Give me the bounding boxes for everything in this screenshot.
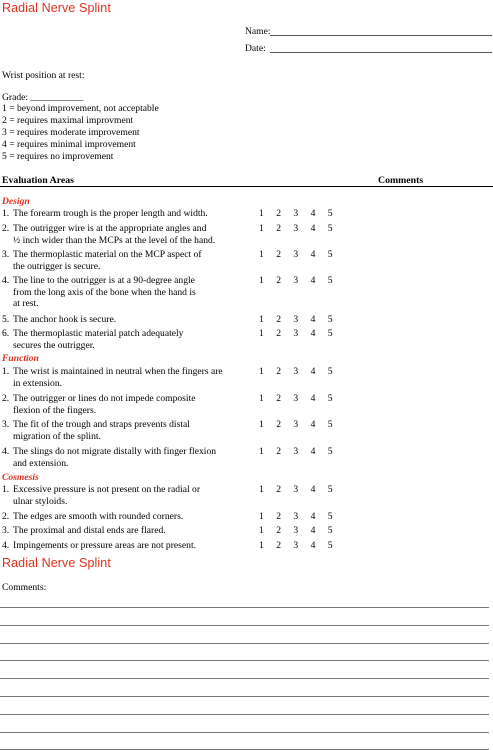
rating-option-3[interactable]: 3 [293, 328, 299, 339]
rating-option-1[interactable]: 1 [259, 366, 264, 377]
rating-option-2[interactable]: 2 [276, 525, 281, 536]
item-text: The thermoplastic material patch adequately [13, 328, 184, 339]
item-text: ulnar styloids. [13, 495, 68, 507]
grade-label: Grade: ___________ [2, 92, 84, 103]
rating-option-1[interactable]: 1 [259, 275, 264, 286]
rating-option-3[interactable]: 3 [293, 540, 299, 551]
rating-scale [259, 249, 345, 261]
rating-scale [259, 393, 345, 405]
rating-option-3[interactable]: 3 [293, 393, 299, 404]
item-number: 6. [2, 328, 10, 339]
name-field[interactable] [270, 35, 492, 36]
rating-option-2[interactable]: 2 [276, 540, 281, 551]
rating-option-3[interactable]: 3 [293, 249, 299, 260]
rating-option-4[interactable]: 4 [310, 525, 316, 536]
rating-option-1[interactable]: 1 [259, 393, 264, 404]
rating-option-4[interactable]: 4 [310, 314, 316, 325]
rating-option-4[interactable]: 4 [310, 275, 316, 286]
rating-option-4[interactable]: 4 [310, 540, 316, 551]
rating-option-5[interactable]: 5 [327, 484, 333, 495]
item-number: 1. [2, 366, 10, 377]
rating-option-3[interactable]: 3 [293, 446, 299, 457]
rating-scale [259, 484, 345, 496]
item-number: 2. [2, 393, 10, 404]
rating-scale [259, 419, 345, 431]
rating-option-1[interactable]: 1 [259, 484, 264, 495]
item-text: Excessive pressure is not present on the radial or [13, 484, 201, 495]
item-text: at rest. [13, 298, 39, 310]
rating-option-5[interactable]: 5 [327, 223, 333, 234]
item-text: The outrigger or lines do not impede composite [13, 393, 196, 404]
comments-label: Comments: [2, 582, 47, 593]
date-label: Date: [245, 43, 266, 54]
item-number: 4. [2, 540, 10, 551]
rating-option-5[interactable]: 5 [327, 525, 333, 536]
item-text: The thermoplastic material on the MCP aspect of [13, 249, 202, 260]
rating-option-1[interactable]: 1 [259, 314, 264, 325]
rating-option-5[interactable]: 5 [327, 328, 333, 339]
item-text: from the long axis of the bone when the hand is [13, 286, 196, 298]
rating-option-1[interactable]: 1 [259, 328, 264, 339]
rating-option-3[interactable]: 3 [293, 484, 299, 495]
rating-option-1[interactable]: 1 [259, 446, 264, 457]
rating-scale [259, 525, 345, 537]
rating-option-5[interactable]: 5 [327, 314, 333, 325]
rating-option-1[interactable]: 1 [259, 223, 264, 234]
item-text: The forearm trough is the proper length and width. [13, 208, 208, 219]
grade-scale-item: 4 = requires minimal improvement [2, 139, 136, 150]
item-text: and extension. [13, 457, 69, 469]
rating-option-3[interactable]: 3 [293, 223, 299, 234]
rating-option-5[interactable]: 5 [327, 366, 333, 377]
section-heading: Cosmesis [2, 472, 39, 483]
rating-option-2[interactable]: 2 [276, 419, 281, 430]
item-text: in extension. [13, 377, 63, 389]
rating-option-5[interactable]: 5 [327, 208, 333, 219]
rating-option-1[interactable]: 1 [259, 419, 264, 430]
item-number: 4. [2, 275, 10, 286]
rating-option-2[interactable]: 2 [276, 511, 281, 522]
evaluation-areas-header: Evaluation Areas [2, 175, 74, 186]
comments-header: Comments [378, 175, 424, 186]
comment-line[interactable] [0, 643, 489, 644]
rating-option-2[interactable]: 2 [276, 249, 281, 260]
rating-option-1[interactable]: 1 [259, 511, 264, 522]
item-text: The anchor hook is secure. [13, 314, 117, 325]
item-number: 4. [2, 446, 10, 457]
rating-scale [259, 446, 345, 458]
rating-option-2[interactable]: 2 [276, 275, 281, 286]
wrist-position-label: Wrist position at rest: [2, 70, 85, 81]
rating-option-4[interactable]: 4 [310, 249, 316, 260]
item-number: 2. [2, 223, 10, 234]
rating-option-2[interactable]: 2 [276, 328, 281, 339]
rating-option-2[interactable]: 2 [276, 393, 281, 404]
rating-option-5[interactable]: 5 [327, 419, 333, 430]
grade-field[interactable]: ___________ [30, 92, 84, 103]
rating-option-1[interactable]: 1 [259, 208, 264, 219]
rating-option-1[interactable]: 1 [259, 525, 264, 536]
item-text: migration of the splint. [13, 430, 101, 442]
rating-scale [259, 223, 345, 235]
item-text: The fit of the trough and straps prevents distal [13, 419, 190, 430]
rating-scale [259, 540, 345, 552]
rating-option-2[interactable]: 2 [276, 366, 281, 377]
item-text: secures the outrigger. [13, 339, 95, 351]
section-heading: Function [2, 353, 39, 364]
item-number: 2. [2, 511, 10, 522]
item-text: The proximal and distal ends are flared. [13, 525, 166, 536]
rating-option-4[interactable]: 4 [310, 366, 316, 377]
rating-option-2[interactable]: 2 [276, 484, 281, 495]
item-text: The edges are smooth with rounded corners. [13, 511, 184, 522]
rating-option-5[interactable]: 5 [327, 511, 333, 522]
rating-option-4[interactable]: 4 [310, 223, 316, 234]
item-text: ½ inch wider than the MCPs at the level of the hand. [13, 234, 216, 246]
header-divider [0, 186, 493, 187]
item-text: The outrigger wire is at the appropriate angles and [13, 223, 207, 234]
item-text: flexion of the fingers. [13, 404, 97, 416]
rating-option-1[interactable]: 1 [259, 249, 264, 260]
item-number: 5. [2, 314, 10, 325]
rating-scale [259, 511, 345, 523]
date-field[interactable] [270, 52, 492, 53]
name-label: Name: [245, 26, 271, 37]
rating-option-4[interactable]: 4 [310, 511, 316, 522]
rating-option-3[interactable]: 3 [293, 275, 299, 286]
item-text: The line to the outrigger is at a 90-degree angle [13, 275, 195, 286]
comment-line[interactable] [0, 732, 489, 733]
rating-option-4[interactable]: 4 [310, 446, 316, 457]
comment-line[interactable] [0, 678, 489, 679]
item-number: 3. [2, 525, 10, 536]
rating-option-3[interactable]: 3 [293, 525, 299, 536]
grade-scale-item: 3 = requires moderate improvement [2, 127, 140, 138]
rating-option-3[interactable]: 3 [293, 511, 299, 522]
comment-line[interactable] [0, 625, 489, 626]
rating-scale [259, 366, 345, 378]
comment-line[interactable] [0, 660, 489, 661]
rating-option-4[interactable]: 4 [310, 208, 316, 219]
rating-option-5[interactable]: 5 [327, 540, 333, 551]
item-number: 3. [2, 249, 10, 260]
rating-scale [259, 275, 345, 287]
rating-option-4[interactable]: 4 [310, 419, 316, 430]
rating-option-3[interactable]: 3 [293, 419, 299, 430]
rating-option-5[interactable]: 5 [327, 393, 333, 404]
rating-option-4[interactable]: 4 [310, 328, 316, 339]
rating-option-5[interactable]: 5 [327, 249, 333, 260]
rating-scale [259, 314, 345, 326]
rating-option-2[interactable]: 2 [276, 208, 281, 219]
grade-scale-item: 5 = requires no improvement [2, 151, 114, 162]
rating-option-5[interactable]: 5 [327, 275, 333, 286]
rating-option-3[interactable]: 3 [293, 208, 299, 219]
rating-option-2[interactable]: 2 [276, 446, 281, 457]
item-text: The wrist is maintained in neutral when the fingers are [13, 366, 223, 377]
rating-scale [259, 328, 345, 340]
rating-option-2[interactable]: 2 [276, 223, 281, 234]
rating-option-4[interactable]: 4 [310, 484, 316, 495]
comments-page-title: Radial Nerve Splint [2, 556, 111, 570]
rating-option-2[interactable]: 2 [276, 314, 281, 325]
rating-option-3[interactable]: 3 [293, 366, 299, 377]
rating-option-5[interactable]: 5 [327, 446, 333, 457]
rating-scale [259, 208, 345, 220]
item-text: The slings do not migrate distally with finger flexion [13, 446, 217, 457]
comment-line[interactable] [0, 607, 489, 608]
item-text: Impingements or pressure areas are not present. [13, 540, 197, 551]
grade-scale-item: 2 = requires maximal improvment [2, 115, 134, 126]
rating-option-4[interactable]: 4 [310, 393, 316, 404]
item-number: 3. [2, 419, 10, 430]
comment-line[interactable] [0, 714, 489, 715]
rating-option-3[interactable]: 3 [293, 314, 299, 325]
section-heading: Design [2, 196, 30, 207]
item-number: 1. [2, 208, 10, 219]
item-text: the outrigger is secure. [13, 260, 101, 272]
grade-scale-item: 1 = beyond improvement, not acceptable [2, 103, 159, 114]
comment-line[interactable] [0, 696, 489, 697]
form-title: Radial Nerve Splint [2, 1, 111, 15]
item-number: 1. [2, 484, 10, 495]
rating-option-1[interactable]: 1 [259, 540, 264, 551]
